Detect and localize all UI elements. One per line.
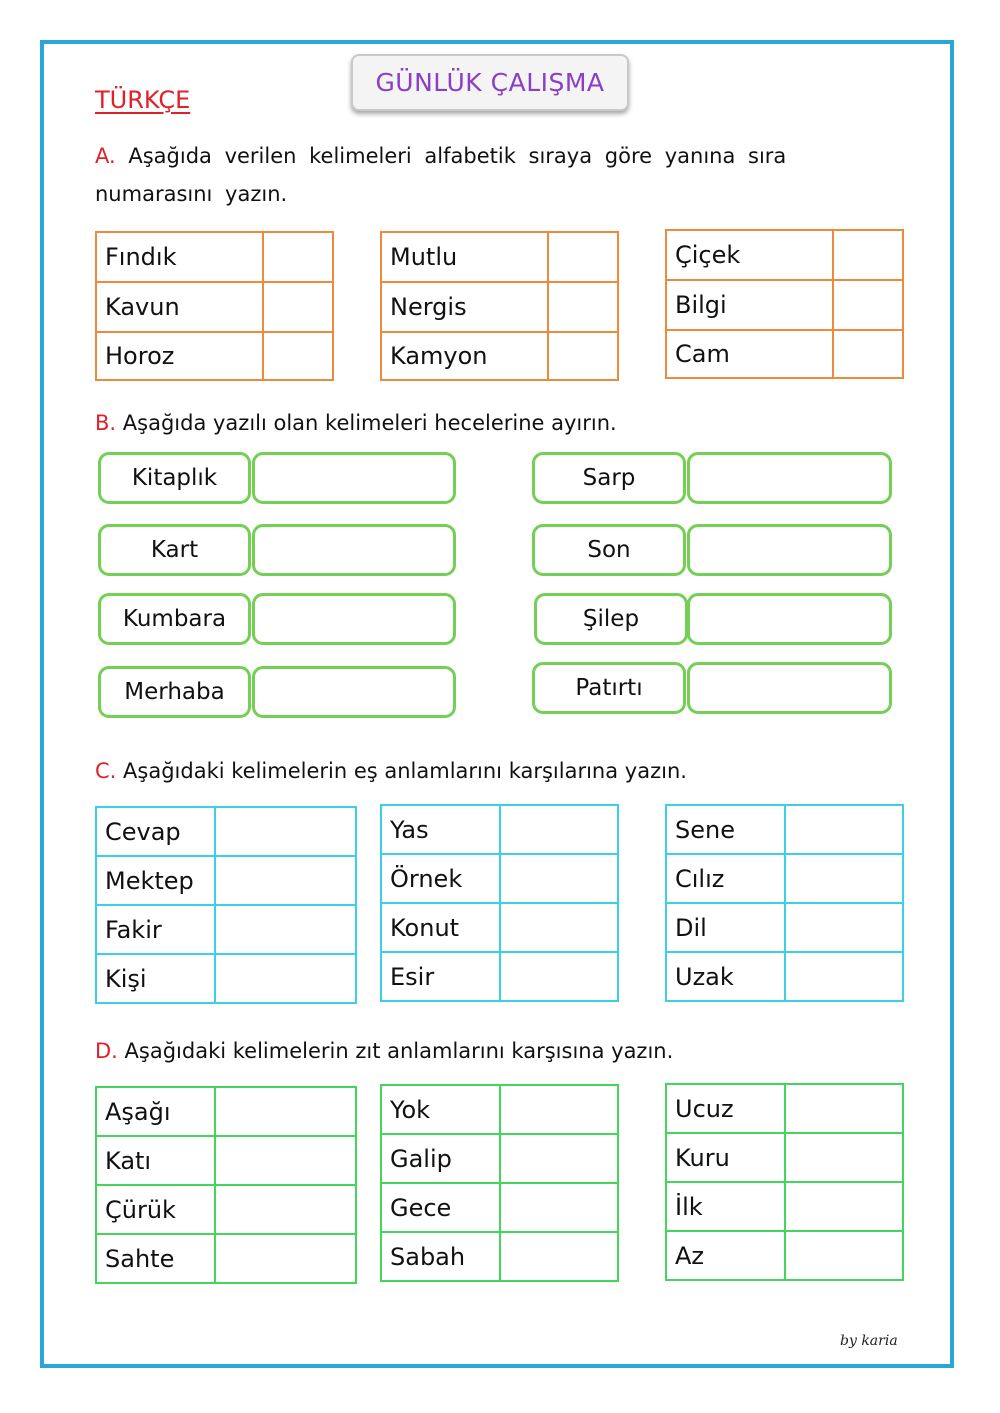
word-cell: Çiçek	[666, 230, 833, 280]
section-c-text: Aşağıdaki kelimelerin eş anlamlarını karşılarına yazın.	[123, 759, 687, 783]
word-cell: Mektep	[96, 856, 215, 905]
synonym-table-1	[95, 806, 357, 1004]
syllable-word: Kart	[98, 524, 251, 576]
word-cell: Sene	[666, 805, 785, 854]
word-cell: Yas	[381, 805, 500, 854]
author-signature: by karia	[840, 1333, 898, 1349]
answer-cell[interactable]	[215, 1087, 356, 1136]
word-cell: Cam	[666, 330, 833, 378]
section-b-letter: B.	[95, 411, 117, 435]
answer-cell[interactable]	[785, 854, 903, 903]
syllable-answer-box[interactable]	[252, 524, 456, 576]
syllable-word: Kumbara	[98, 593, 251, 645]
answer-cell[interactable]	[548, 332, 618, 380]
answer-cell[interactable]	[215, 1136, 356, 1185]
answer-cell[interactable]	[263, 332, 333, 380]
word-cell: Esir	[381, 952, 500, 1001]
section-d-text: Aşağıdaki kelimelerin zıt anlamlarını karşısına yazın.	[124, 1039, 674, 1063]
answer-cell[interactable]	[215, 905, 356, 954]
section-a-instruction	[95, 137, 786, 213]
page-title: GÜNLÜK ÇALIŞMA	[351, 54, 629, 111]
syllable-answer-box[interactable]	[687, 452, 892, 504]
answer-cell[interactable]	[500, 903, 618, 952]
answer-cell[interactable]	[500, 1085, 618, 1134]
syllable-word: Patırtı	[532, 662, 686, 714]
answer-cell[interactable]	[785, 805, 903, 854]
section-d-letter: D.	[95, 1039, 118, 1063]
answer-cell[interactable]	[500, 805, 618, 854]
word-cell: Uzak	[666, 952, 785, 1001]
word-cell: Katı	[96, 1136, 215, 1185]
answer-cell[interactable]	[785, 1133, 903, 1182]
section-b-text: Aşağıda yazılı olan kelimeleri hecelerine ayırın.	[122, 411, 617, 435]
word-cell: Dil	[666, 903, 785, 952]
answer-cell[interactable]	[785, 903, 903, 952]
alphabet-table-1	[95, 231, 334, 381]
section-a-line1: Aşağıda verilen kelimeleri alfabetik sıraya göre yanına sıra	[128, 144, 787, 168]
section-a-line2: numarasını yazın.	[95, 182, 288, 206]
syllable-answer-box[interactable]	[252, 452, 456, 504]
answer-cell[interactable]	[215, 807, 356, 856]
syllable-answer-box[interactable]	[252, 666, 456, 718]
answer-cell[interactable]	[785, 1231, 903, 1280]
word-cell: Sahte	[96, 1234, 215, 1283]
word-cell: Galip	[381, 1134, 500, 1183]
word-cell: Horoz	[96, 332, 263, 380]
word-cell: Kuru	[666, 1133, 785, 1182]
synonym-table-2	[380, 804, 619, 1002]
alphabet-table-2	[380, 231, 619, 381]
answer-cell[interactable]	[215, 954, 356, 1003]
section-d-instruction	[95, 1032, 673, 1070]
answer-cell[interactable]	[215, 1234, 356, 1283]
answer-cell[interactable]	[500, 1232, 618, 1281]
word-cell: Konut	[381, 903, 500, 952]
word-cell: Mutlu	[381, 232, 548, 282]
answer-cell[interactable]	[833, 330, 903, 378]
answer-cell[interactable]	[785, 1182, 903, 1231]
answer-cell[interactable]	[500, 854, 618, 903]
alphabet-table-3	[665, 229, 904, 379]
syllable-answer-box[interactable]	[687, 524, 892, 576]
word-cell: Gece	[381, 1183, 500, 1232]
section-b-instruction	[95, 404, 617, 442]
syllable-answer-box[interactable]	[252, 593, 456, 645]
answer-cell[interactable]	[263, 282, 333, 332]
antonym-table-2	[380, 1084, 619, 1282]
word-cell: Cılız	[666, 854, 785, 903]
answer-cell[interactable]	[500, 952, 618, 1001]
answer-cell[interactable]	[548, 232, 618, 282]
word-cell: Fındık	[96, 232, 263, 282]
answer-cell[interactable]	[500, 1183, 618, 1232]
answer-cell[interactable]	[215, 856, 356, 905]
syllable-word: Son	[532, 524, 686, 576]
section-c-instruction	[95, 752, 687, 790]
word-cell: Kavun	[96, 282, 263, 332]
word-cell: İlk	[666, 1182, 785, 1231]
synonym-table-3	[665, 804, 904, 1002]
answer-cell[interactable]	[500, 1134, 618, 1183]
syllable-answer-box[interactable]	[687, 593, 892, 645]
antonym-table-1	[95, 1086, 357, 1284]
word-cell: Fakir	[96, 905, 215, 954]
answer-cell[interactable]	[785, 952, 903, 1001]
section-c-letter: C.	[95, 759, 117, 783]
word-cell: Kamyon	[381, 332, 548, 380]
section-a-letter: A.	[95, 144, 116, 168]
syllable-word: Kitaplık	[98, 452, 251, 504]
answer-cell[interactable]	[263, 232, 333, 282]
word-cell: Ucuz	[666, 1084, 785, 1133]
word-cell: Kişi	[96, 954, 215, 1003]
word-cell: Bilgi	[666, 280, 833, 330]
word-cell: Yok	[381, 1085, 500, 1134]
answer-cell[interactable]	[833, 230, 903, 280]
answer-cell[interactable]	[785, 1084, 903, 1133]
word-cell: Örnek	[381, 854, 500, 903]
syllable-word: Sarp	[532, 452, 686, 504]
word-cell: Cevap	[96, 807, 215, 856]
answer-cell[interactable]	[548, 282, 618, 332]
word-cell: Sabah	[381, 1232, 500, 1281]
word-cell: Nergis	[381, 282, 548, 332]
answer-cell[interactable]	[215, 1185, 356, 1234]
antonym-table-3	[665, 1083, 904, 1281]
syllable-word: Şilep	[534, 593, 688, 645]
word-cell: Çürük	[96, 1185, 215, 1234]
word-cell: Aşağı	[96, 1087, 215, 1136]
syllable-word: Merhaba	[98, 666, 251, 718]
answer-cell[interactable]	[833, 280, 903, 330]
syllable-answer-box[interactable]	[687, 662, 892, 714]
word-cell: Az	[666, 1231, 785, 1280]
subject-label: TÜRKÇE	[95, 86, 191, 114]
